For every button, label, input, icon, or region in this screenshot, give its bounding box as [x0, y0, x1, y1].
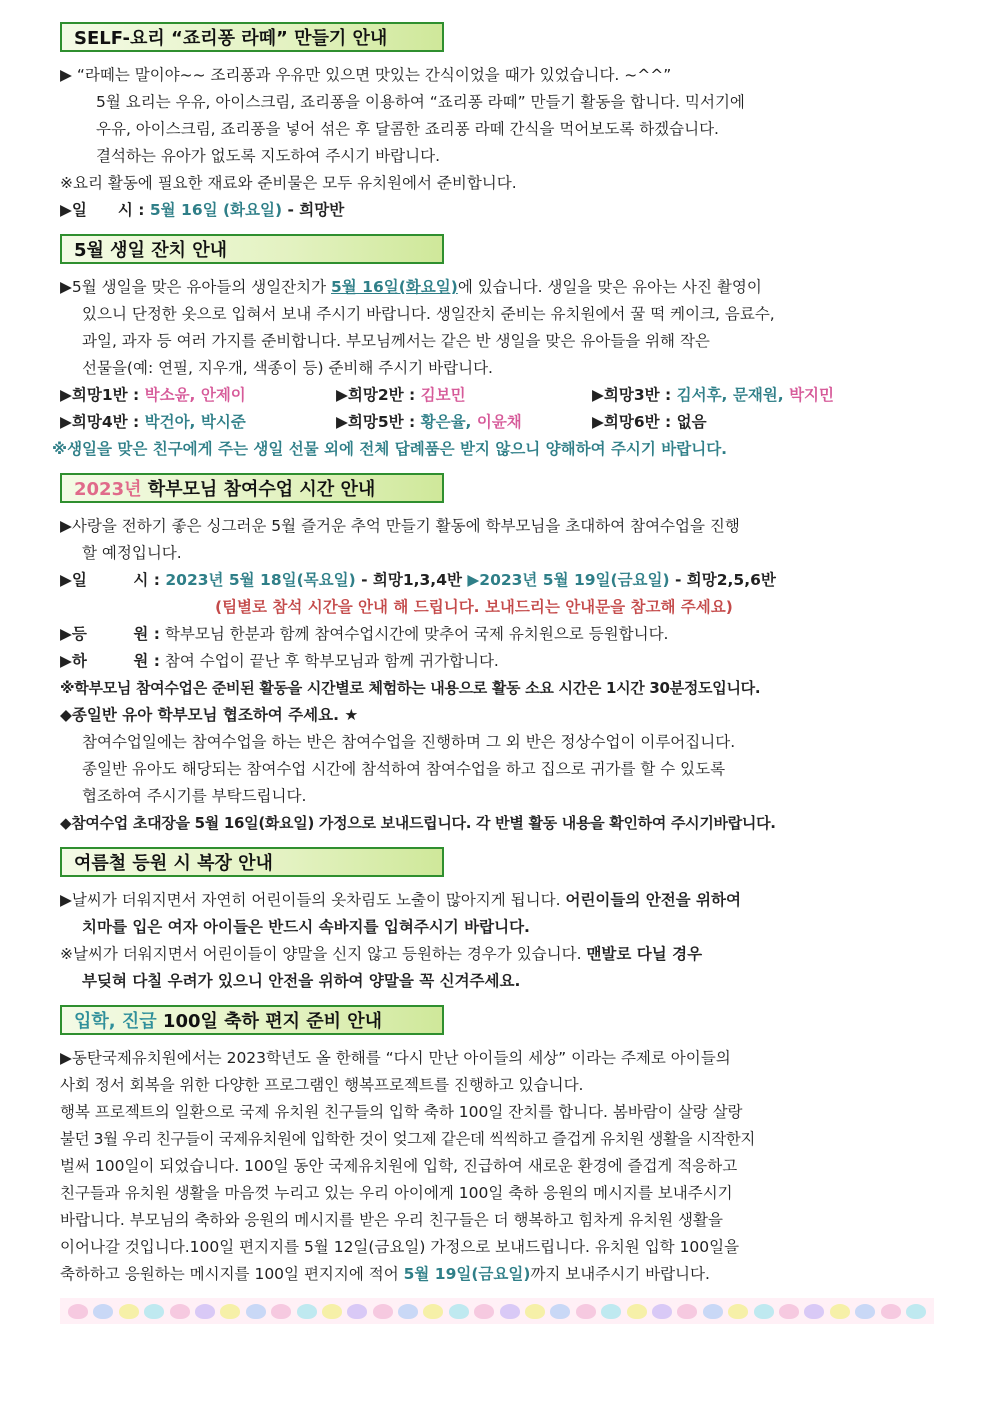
open-class-arrive — [60, 621, 934, 648]
birthday-text-3: 과일, 과자 등 여러 가지를 준비합니다. 부모님께서는 같은 반 생일을 맞은 유아들을 위해 작은 — [82, 332, 710, 350]
cooking-note: ※요리 활동에 필요한 재료와 준비물은 모두 유치원에서 준비합니다. — [60, 174, 517, 192]
open-class-leave — [60, 648, 934, 675]
section-cooking — [60, 22, 934, 224]
heart-icon — [68, 1304, 88, 1319]
hundred-text-3: 행복 프로젝트의 일환으로 국제 유치원 친구들의 입학 축하 100일 잔치를 합니다. 봄바람이 살랑 살랑 — [60, 1103, 743, 1121]
title-admission: 입학, 진급 — [74, 1011, 157, 1032]
cooking-intro: ▶ “라떼는 말이야~~ 조리퐁과 우유만 있으면 맛있는 간식이었을 때가 있었습니다. ~^^” — [60, 66, 672, 84]
heart-icon — [449, 1304, 469, 1319]
heart-icon — [754, 1304, 774, 1319]
open-class-text-1: ▶사랑을 전하기 좋은 싱그러운 5월 즐거운 추억 만들기 활동에 학부모님을 초대하여 참여수업을 진행 — [60, 517, 740, 535]
heart-icon — [550, 1304, 570, 1319]
hundred-text-2: 사회 정서 회복을 위한 다양한 프로그램인 행복프로젝트를 진행하고 있습니다. — [60, 1076, 584, 1094]
heart-icon — [652, 1304, 672, 1319]
heart-icon — [246, 1304, 266, 1319]
cooking-date-value: 5월 16일 (화요일) — [149, 201, 283, 219]
hundred-text-9c: 까지 보내주시기 바랍니다. — [530, 1265, 710, 1283]
summer-text-3a: ※날씨가 더워지면서 어린이들이 양말을 신지 않고 등원하는 경우가 있습니다. — [60, 945, 587, 963]
class-2-label: ▶희망2반 : — [336, 386, 416, 404]
heart-icon — [423, 1304, 443, 1319]
newsletter-page — [52, 22, 934, 1324]
birthday-note: ※생일을 맞은 친구에게 주는 생일 선물 외에 전체 답례품은 받지 않으니 양해하여 주시기 바랍니다. — [52, 440, 728, 458]
class-2-names: 김보민 — [420, 386, 466, 404]
open-class-date-2: ▶2023년 5월 19일(금요일) — [467, 571, 670, 589]
heart-icon — [347, 1304, 367, 1319]
open-class-para-1: 참여수업일에는 참여수업을 하는 반은 참여수업을 진행하며 그 외 반은 정상수업이 이루어집니다. — [82, 733, 736, 751]
heart-icon — [677, 1304, 697, 1319]
class-6 — [592, 409, 707, 436]
heart-icon — [170, 1304, 190, 1319]
class-1 — [60, 382, 336, 409]
hundred-text-4: 불던 3월 우리 친구들이 국제유치원에 입학한 것이 엊그제 같은데 씩씩하고 즐겁게 유치원 생활을 시작한지 — [60, 1130, 755, 1148]
birthday-text-1a: ▶5월 생일을 맞은 유아들의 생일잔치가 — [60, 278, 332, 296]
heart-icon — [119, 1304, 139, 1319]
class-4-names: 박건아, 박시준 — [144, 413, 246, 431]
cooking-date — [60, 197, 934, 224]
summer-text-1b: 어린이들의 안전을 위하여 — [565, 891, 741, 909]
birthday-text-1 — [60, 274, 934, 301]
class-5-names-b: 이윤채 — [476, 413, 522, 431]
open-class-note-2: ◆참여수업 초대장을 5월 16일(화요일) 가정으로 보내드립니다. 각 반별 활동 내용을 확인하여 주시기바랍니다. — [60, 814, 776, 832]
cooking-text-1: 5월 요리는 우유, 아이스크림, 죠리퐁을 이용하여 “죠리퐁 라떼” 만들기 활동을 합니다. 믹서기에 — [96, 93, 745, 111]
class-3 — [592, 382, 834, 409]
section-title-100-days — [60, 1005, 444, 1035]
title-year: 2023년 — [74, 479, 142, 500]
section-summer-dress — [60, 847, 934, 995]
class-2 — [336, 382, 592, 409]
birthday-date: 5월 16일(화요일) — [331, 278, 458, 296]
heart-icon — [474, 1304, 494, 1319]
hundred-text-9 — [60, 1261, 934, 1288]
heart-icon — [627, 1304, 647, 1319]
class-3-names-a: 김서후, 문재원, — [676, 386, 784, 404]
title-100-days-rest: 100일 축하 편지 준비 안내 — [156, 1011, 383, 1032]
section-title-cooking: SELF-요리 “죠리퐁 라떼” 만들기 안내 — [60, 22, 444, 52]
leave-label: ▶하 원 : — [60, 652, 160, 670]
open-class-para-3: 협조하여 주시기를 부탁드립니다. — [82, 787, 307, 805]
class-5-names-a: 황은율, — [420, 413, 472, 431]
section-100-days — [60, 1005, 934, 1288]
open-class-date-label: ▶일 시 : — [60, 571, 160, 589]
open-class-date-2-suffix: - 희망2,5,6반 — [669, 571, 776, 589]
title-rest: 학부모님 참여수업 시간 안내 — [141, 479, 376, 500]
open-class-para-2: 종일반 유아도 해당되는 참여수업 시간에 참석하여 참여수업을 하고 집으로 귀가를 할 수 있도록 — [82, 760, 726, 778]
heart-icon — [881, 1304, 901, 1319]
heart-icon — [195, 1304, 215, 1319]
birthday-class-row-1 — [60, 382, 934, 409]
hundred-text-7: 바랍니다. 부모님의 축하와 응원의 메시지를 받은 우리 친구들은 더 행복하고 힘차게 유치원 생활을 — [60, 1211, 723, 1229]
heart-icon — [297, 1304, 317, 1319]
hundred-text-6: 친구들과 유치원 생활을 마음껏 누리고 있는 우리 아이에게 100일 축하 응원의 메시지를 보내주시기 — [60, 1184, 733, 1202]
heart-icon — [271, 1304, 291, 1319]
class-5-label: ▶희망5반 : — [336, 413, 416, 431]
birthday-class-row-2 — [60, 409, 934, 436]
heart-icon — [855, 1304, 875, 1319]
open-class-date-note: (팀별로 참석 시간을 안내 해 드립니다. 보내드리는 안내문을 참고해 주세요) — [215, 598, 733, 616]
summer-text-3b: 맨발로 다닐 경우 — [586, 945, 703, 963]
birthday-text-2: 있으니 단정한 옷으로 입혀서 보내 주시기 바랍니다. 생일잔치 준비는 유치원에서 꿀 떡 케이크, 음료수, — [82, 305, 775, 323]
class-3-label: ▶희망3반 : — [592, 386, 672, 404]
hundred-text-1: ▶동탄국제유치원에서는 2023학년도 올 한해를 “다시 만난 아이들의 세상” 이라는 주제로 아이들의 — [60, 1049, 731, 1067]
cooking-text-3: 결석하는 유아가 없도록 지도하여 주시기 바랍니다. — [96, 147, 440, 165]
open-class-date-1: 2023년 5월 18일(목요일) — [165, 571, 356, 589]
open-class-text-2: 할 예정입니다. — [82, 544, 182, 562]
heart-icon — [93, 1304, 113, 1319]
section-birthday — [52, 234, 934, 463]
summer-text-2: 치마를 입은 여자 아이들은 반드시 속바지를 입혀주시기 바랍니다. — [82, 918, 530, 936]
cooking-text-2: 우유, 아이스크림, 죠리퐁을 넣어 섞은 후 달콤한 죠리퐁 라떼 간식을 먹어보도록 하겠습니다. — [96, 120, 719, 138]
heart-icon — [576, 1304, 596, 1319]
class-6-label: ▶희망6반 : — [592, 413, 672, 431]
heart-icon — [525, 1304, 545, 1319]
class-1-names: 박소윤, 안제이 — [144, 386, 246, 404]
heart-icon — [830, 1304, 850, 1319]
open-class-date — [60, 567, 934, 594]
hundred-text-8: 이어나갈 것입니다.100일 편지지를 5월 12일(금요일) 가정으로 보내드립니다. 유치원 입학 100일을 — [60, 1238, 740, 1256]
open-class-note-1: ※학부모님 참여수업은 준비된 활동을 시간별로 체험하는 내용으로 활동 소요 시간은 1시간 30분정도입니다. — [60, 679, 761, 697]
heart-icon — [779, 1304, 799, 1319]
section-title-open-class — [60, 473, 444, 503]
heart-icon — [703, 1304, 723, 1319]
class-5 — [336, 409, 592, 436]
section-title-summer-dress: 여름철 등원 시 복장 안내 — [60, 847, 444, 877]
heart-icon — [728, 1304, 748, 1319]
heart-icon — [373, 1304, 393, 1319]
summer-text-3 — [60, 941, 934, 968]
arrive-label: ▶등 원 : — [60, 625, 160, 643]
heart-border-decoration — [60, 1298, 934, 1324]
leave-text: 참여 수업이 끝난 후 학부모님과 함께 귀가합니다. — [164, 652, 499, 670]
cooking-date-suffix: - 희망반 — [282, 201, 345, 219]
summer-text-4: 부딪혀 다칠 우려가 있으니 안전을 위하여 양말을 꼭 신겨주세요. — [82, 972, 521, 990]
arrive-text: 학부모님 한분과 함께 참여수업시간에 맞추어 국제 유치원으로 등원합니다. — [164, 625, 669, 643]
class-4 — [60, 409, 336, 436]
birthday-text-4: 선물을(예: 연필, 지우개, 색종이 등) 준비해 주시기 바랍니다. — [82, 359, 493, 377]
heart-icon — [144, 1304, 164, 1319]
heart-icon — [398, 1304, 418, 1319]
hundred-text-9a: 축하하고 응원하는 메시지를 100일 편지지에 적어 — [60, 1265, 404, 1283]
heart-icon — [500, 1304, 520, 1319]
summer-text-1 — [60, 887, 934, 914]
hundred-text-5: 벌써 100일이 되었습니다. 100일 동안 국제유치원에 입학, 진급하여 새로운 환경에 즐겁게 적응하고 — [60, 1157, 738, 1175]
heart-icon — [220, 1304, 240, 1319]
heart-icon — [601, 1304, 621, 1319]
open-class-date-1-suffix: - 희망1,3,4반 — [355, 571, 468, 589]
class-1-label: ▶희망1반 : — [60, 386, 140, 404]
section-title-birthday: 5월 생일 잔치 안내 — [60, 234, 444, 264]
summer-text-1a: ▶날씨가 더워지면서 자연히 어린이들의 옷차림도 노출이 많아지게 됩니다. — [60, 891, 566, 909]
class-3-names-b: 박지민 — [789, 386, 834, 404]
birthday-text-1c: 에 있습니다. 생일을 맞은 유아는 사진 촬영이 — [457, 278, 762, 296]
heart-icon — [322, 1304, 342, 1319]
cooking-date-label: ▶일 시 : — [60, 201, 145, 219]
class-4-label: ▶희망4반 : — [60, 413, 140, 431]
heart-icon — [804, 1304, 824, 1319]
open-class-subtitle: ◆종일반 유아 학부모님 협조하여 주세요. ★ — [60, 706, 359, 724]
hundred-deadline: 5월 19일(금요일) — [403, 1265, 531, 1283]
section-open-class — [60, 473, 934, 837]
class-6-names: 없음 — [676, 413, 707, 431]
heart-icon — [906, 1304, 926, 1319]
